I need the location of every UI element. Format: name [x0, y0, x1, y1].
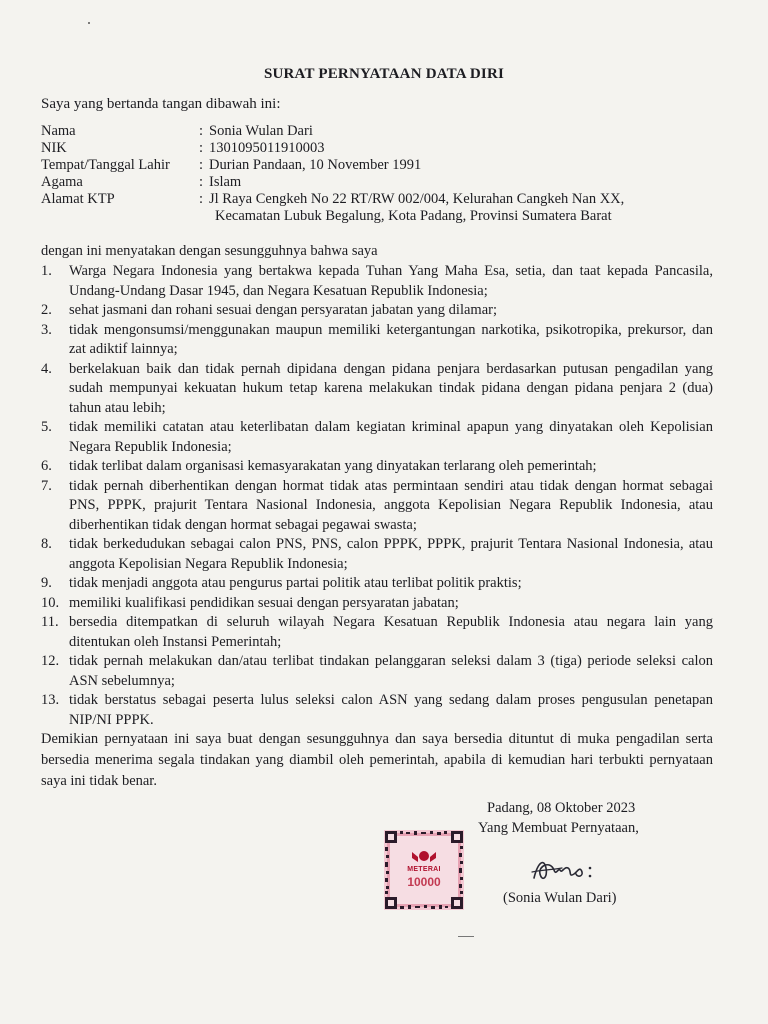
item-text: tidak mengonsumsi/menggunakan maupun memiliki ketergantungan narkotika, psikotropika, prekursor, dan zat adiktif lainnya;	[69, 321, 713, 357]
maker-label: Yang Membuat Pernyataan,	[478, 820, 639, 836]
identity-table	[41, 123, 729, 225]
list-item	[41, 418, 713, 457]
item-text: sehat jasmani dan rohani sesuai dengan persyaratan jabatan yang dilamar;	[69, 302, 497, 318]
scan-speck	[88, 22, 90, 24]
item-text: tidak berstatus sebagai peserta lulus seleksi calon ASN yang sedang dalam proses pengusulan penetapan NIP/NI PPPK.	[69, 692, 713, 728]
list-item	[41, 574, 713, 594]
identity-colon: :	[199, 123, 204, 139]
item-number: 7.	[41, 477, 52, 494]
identity-label: Agama	[41, 174, 83, 190]
list-item	[41, 262, 713, 301]
address-line-2: Kecamatan Lubuk Begalung, Kota Padang, Provinsi Sumatera Barat	[215, 208, 612, 224]
identity-row-nik	[41, 140, 729, 157]
identity-value: Sonia Wulan Dari	[209, 123, 313, 139]
item-number: 1.	[41, 263, 52, 279]
item-text: tidak memiliki catatan atau keterlibatan dalam kegiatan kriminal apapun yang dinyatakan oleh Kepolisian Negara Republik Indonesia;	[69, 419, 713, 455]
identity-label: NIK	[41, 140, 67, 156]
intro-text: Saya yang bertanda tangan dibawah ini:	[41, 96, 281, 112]
identity-label: Nama	[41, 123, 76, 139]
identity-row-address	[41, 191, 729, 225]
identity-colon: :	[199, 174, 204, 190]
identity-colon: :	[199, 157, 204, 173]
item-number: 11.	[41, 614, 59, 630]
identity-value: Durian Pandaan, 10 November 1991	[209, 157, 422, 173]
scan-mark	[458, 936, 474, 937]
identity-label: Alamat KTP	[41, 191, 115, 207]
address-line-1: Jl Raya Cengkeh No 22 RT/RW 002/004, Kelurahan Cangkeh Nan XX,	[209, 191, 625, 207]
item-number: 10.	[41, 594, 60, 611]
identity-colon: :	[199, 191, 204, 207]
identity-row-birth	[41, 157, 729, 174]
item-number: 3.	[41, 321, 52, 338]
list-item	[41, 301, 713, 321]
item-text: berkelakuan baik dan tidak pernah dipidana dengan pidana penjara berdasarkan putusan pengadilan yang sudah mempunyai kekuatan hukum tetap karena melakukan tindak pidana dengan pidana penjara 2 (dua) tahun atau lebih;	[69, 360, 713, 416]
item-text: tidak berkedudukan sebagai calon PNS, PNS, calon PPPK, PPPK, prajurit Tentara Nasional Indonesia, atau anggota Kepolisian Negara Republik Indonesia;	[69, 536, 713, 572]
identity-value	[209, 191, 729, 225]
list-item	[41, 360, 713, 419]
document-title: SURAT PERNYATAAN DATA DIRI	[263, 66, 505, 82]
item-text: tidak menjadi anggota atau pengurus partai politik atau terlibat politik praktis;	[69, 575, 522, 591]
signer-name: (Sonia Wulan Dari)	[503, 890, 617, 906]
item-number: 9.	[41, 575, 52, 591]
list-item	[41, 613, 713, 652]
place-date: Padang, 08 Oktober 2023	[487, 800, 636, 816]
meterai-stamp	[384, 830, 464, 910]
identity-colon: :	[199, 140, 204, 156]
item-text: bersedia ditempatkan di seluruh wilayah Negara Kesatuan Republik Indonesia atau negara lain yang ditentukan oleh Instansi Pemerintah;	[69, 614, 713, 650]
item-number: 2.	[41, 302, 52, 318]
item-number: 6.	[41, 458, 52, 474]
closing-paragraph: Demikian pernyataan ini saya buat dengan sesungguhnya dan saya bersedia dituntut di muka pengadilan serta bersedia menerima segala tindakan yang diambil oleh pemerintah, apabila di kemudian hari terbukti pernyataan saya ini tidak benar.	[41, 731, 713, 789]
item-number: 5.	[41, 419, 52, 435]
handwritten-signature	[528, 848, 628, 892]
list-item	[41, 652, 713, 691]
identity-value: Islam	[209, 174, 242, 190]
item-text: tidak pernah melakukan dan/atau terlibat tindakan pelanggaran seleksi dalam 3 (tiga) periode seleksi calon ASN sebelumnya;	[69, 653, 713, 689]
item-text: memiliki kualifikasi pendidikan sesuai dengan persyaratan jabatan;	[69, 594, 459, 611]
list-item	[41, 321, 713, 360]
list-item	[41, 691, 713, 730]
list-item	[41, 535, 713, 574]
list-item	[41, 457, 713, 477]
item-number: 8.	[41, 536, 52, 552]
meterai-value: 10000	[407, 875, 441, 889]
identity-row-name	[41, 123, 729, 140]
statement-text: dengan ini menyatakan dengan sesungguhnya bahwa saya	[41, 243, 378, 259]
list-item	[41, 477, 713, 536]
statement-list	[41, 262, 713, 730]
identity-row-religion	[41, 174, 729, 191]
identity-label: Tempat/Tanggal Lahir	[41, 157, 170, 173]
item-text: Warga Negara Indonesia yang bertakwa kepada Tuhan Yang Maha Esa, setia, dan taat kepada Pancasila, Undang-Undang Dasar 1945, dan Negara Kesatuan Republik Indonesia;	[69, 263, 713, 299]
meterai-label: METERAI	[407, 866, 441, 873]
item-number: 12.	[41, 653, 60, 669]
item-text: tidak pernah diberhentikan dengan hormat tidak atas permintaan sendiri atau tidak dengan hormat sebagai PNS, PPPK, prajurit Tentara Nasional Indonesia, anggota Kepolisian Negara Republik Indonesia, atau diberhentikan tidak dengan hormat sebagai pegawai swasta;	[69, 477, 713, 533]
list-item	[41, 594, 713, 614]
item-number: 4.	[41, 360, 52, 377]
item-number: 13.	[41, 692, 60, 708]
identity-value: 1301095011910003	[209, 140, 325, 156]
item-text: tidak terlibat dalam organisasi kemasyarakatan yang dinyatakan terlarang oleh pemerintah;	[69, 458, 597, 474]
